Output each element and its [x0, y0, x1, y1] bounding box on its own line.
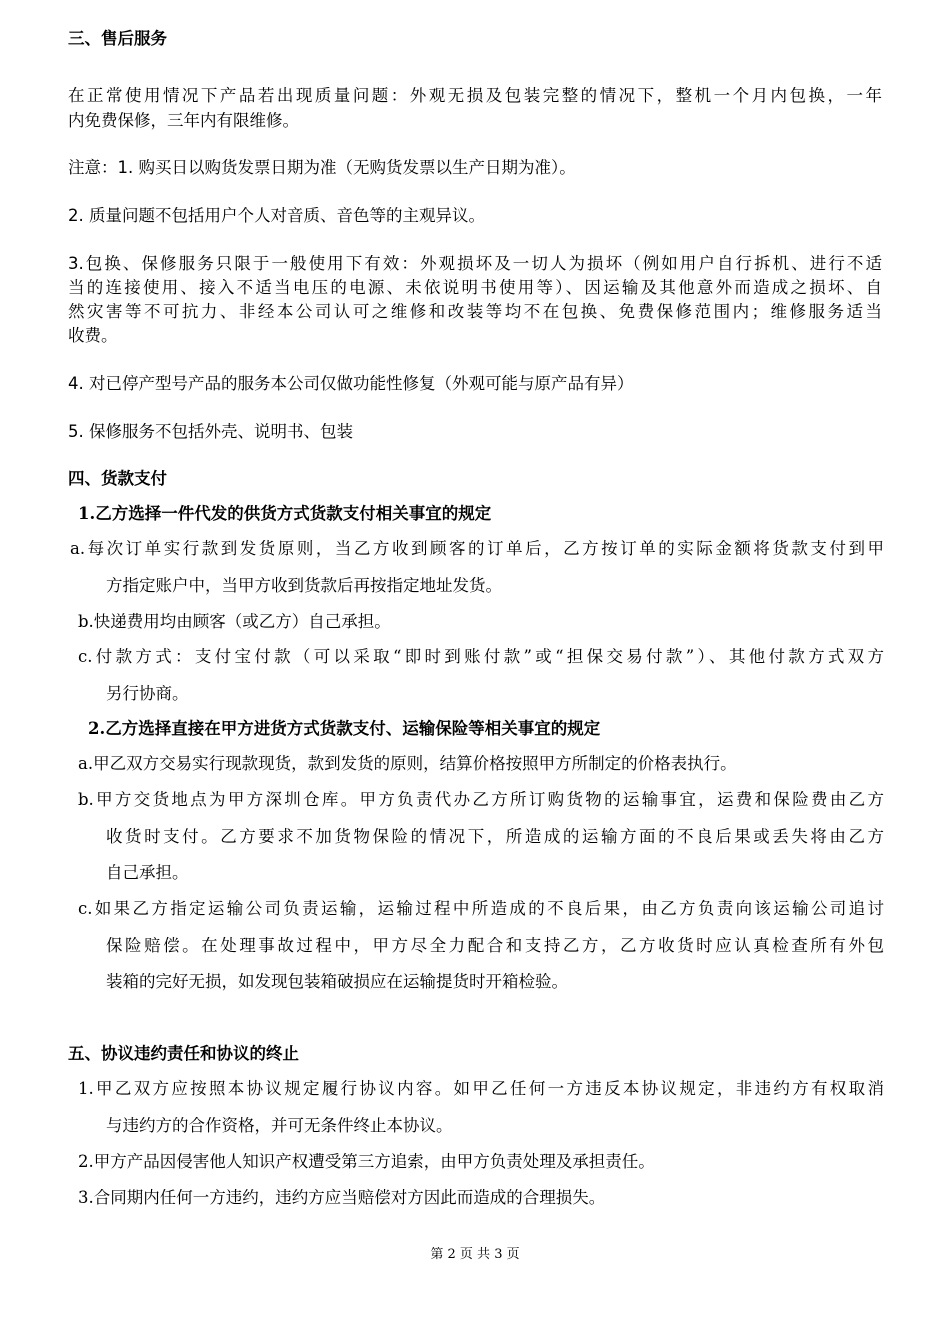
subsection-heading: 1.乙方选择一件代发的供货方式货款支付相关事宜的规定 — [78, 504, 492, 523]
list-item-line: 方指定账户中，当甲方收到货款后再按指定地址发货。 — [106, 576, 502, 595]
list-item-line: 保险赔偿。在处理事故过程中，甲方尽全力配合和支持乙方，乙方收货时应认真检查所有外包 — [106, 936, 884, 955]
list-item-line: 装箱的完好无损，如发现包装箱破损应在运输提货时开箱检验。 — [106, 972, 568, 991]
list-item-line: 1.甲乙双方应按照本协议规定履行协议内容。如甲乙任何一方违反本协议规定，非违约方有权取消 — [78, 1079, 884, 1098]
list-item-line: c.付款方式：支付宝付款（可以采取“即时到账付款”或“担保交易付款”）、其他付款方式双方 — [78, 647, 884, 666]
list-item: 3.合同期内任何一方违约，违约方应当赔偿对方因此而造成的合理损失。 — [78, 1188, 606, 1207]
list-item-line: b.甲方交货地点为甲方深圳仓库。甲方负责代办乙方所订购货物的运输事宜，运费和保险费由乙方 — [78, 790, 884, 809]
page-number-footer: 第 2 页 共 3 页 — [430, 1247, 520, 1262]
paragraph-line: 在正常使用情况下产品若出现质量问题：外观无损及包装完整的情况下，整机一个月内包换，一年 — [68, 86, 882, 105]
list-item: b.快递费用均由顾客（或乙方）自己承担。 — [78, 612, 391, 631]
note-item-line: 3.包换、保修服务只限于一般使用下有效：外观损坏及一切人为损坏（例如用户自行拆机、进行不适 — [68, 254, 882, 273]
note-item-line: 收费。 — [68, 326, 118, 345]
list-item-line: 自己承担。 — [106, 863, 189, 882]
note-item-line: 当的连接使用、接入不适当电压的电源、未依说明书使用等）、因运输及其他意外而造成之损坏、自 — [68, 278, 882, 297]
note-item: 2. 质量问题不包括用户个人对音质、音色等的主观异议。 — [68, 206, 485, 225]
section-heading-payment: 四、货款支付 — [68, 469, 167, 488]
list-item-line: 收货时支付。乙方要求不加货物保险的情况下，所造成的运输方面的不良后果或丢失将由乙方 — [106, 827, 884, 846]
paragraph-line: 内免费保修，三年内有限维修。 — [68, 111, 299, 130]
note-item: 注意：1. 购买日以购货发票日期为准（无购货发票以生产日期为准）。 — [68, 158, 576, 177]
list-item: a.甲乙双方交易实行现款现货，款到发货的原则，结算价格按照甲方所制定的价格表执行。 — [78, 754, 737, 773]
note-item: 5. 保修服务不包括外壳、说明书、包装 — [68, 422, 353, 441]
note-item: 4. 对已停产型号产品的服务本公司仅做功能性修复（外观可能与原产品有异） — [68, 374, 634, 393]
list-item-line: a.每次订单实行款到发货原则，当乙方收到顾客的订单后，乙方按订单的实际金额将货款支付到甲 — [70, 539, 884, 558]
section-heading-breach-termination: 五、协议违约责任和协议的终止 — [68, 1044, 299, 1063]
list-item: 2.甲方产品因侵害他人知识产权遭受第三方追索，由甲方负责处理及承担责任。 — [78, 1152, 655, 1171]
subsection-heading: 2.乙方选择直接在甲方进货方式货款支付、运输保险等相关事宜的规定 — [88, 719, 601, 738]
note-item-line: 然灾害等不可抗力、非经本公司认可之维修和改装等均不在包换、免费保修范围内；维修服务适当 — [68, 302, 882, 321]
section-heading-after-sales: 三、售后服务 — [68, 29, 167, 48]
list-item-line: c.如果乙方指定运输公司负责运输，运输过程中所造成的不良后果，由乙方负责向该运输公司追讨 — [78, 899, 884, 918]
list-item-line: 与违约方的合作资格，并可无条件终止本协议。 — [106, 1116, 453, 1135]
list-item-line: 另行协商。 — [106, 684, 189, 703]
